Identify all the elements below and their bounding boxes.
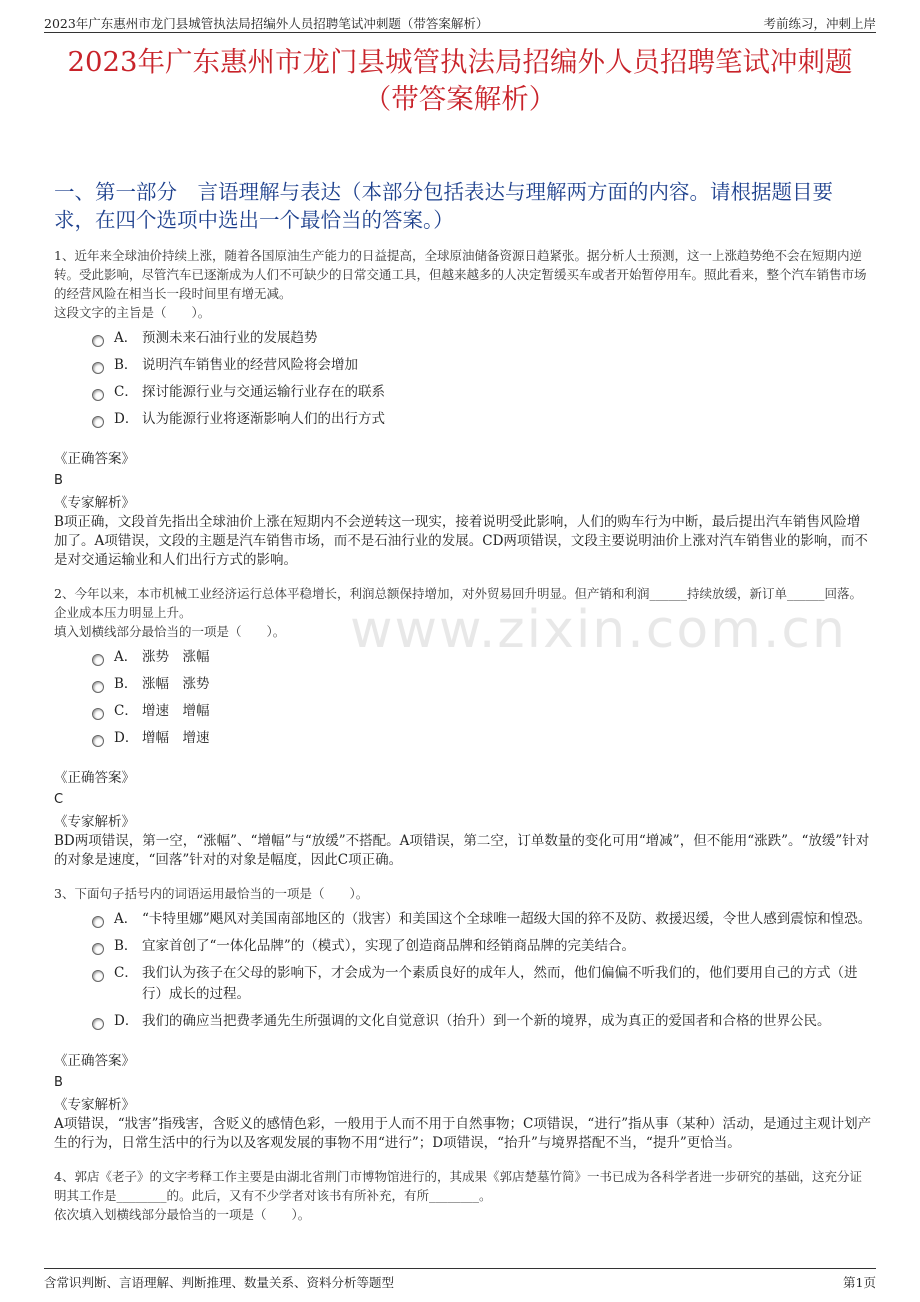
document-title: 2023年广东惠州市龙门县城管执法局招编外人员招聘笔试冲刺题（带答案解析） [67, 46, 853, 115]
option-d[interactable]: D． 我们的确应当把费孝通先生所强调的文化自觉意识（抬升）到一个新的境界，成为真正的爱国者和合格的世界公民。 [92, 1011, 872, 1032]
option-d[interactable]: D． 增幅 增速 [92, 728, 872, 749]
option-a[interactable]: A． 预测未来石油行业的发展趋势 [92, 328, 872, 349]
radio-icon[interactable] [92, 970, 104, 982]
analysis-text: BD两项错误，第一空，“涨幅”、“增幅”与“放缓”不搭配。A项错误，第二空，订单数量的变化可用“增减”，但不能用“涨跌”。“放缓”针对的对象是速度，“回落”针对的对象是幅度，因此C项正确。 [54, 833, 870, 868]
option-b[interactable]: B． 宜家首创了“一体化品牌”的（模式），实现了创造商品牌和经销商品牌的完美结合。 [92, 936, 872, 957]
option-a[interactable]: A． “卡特里娜”飓风对美国南部地区的（戕害）和美国这个全球唯一超级大国的猝不及防、救援迟缓，令世人感到震惊和惶恐。 [92, 909, 872, 930]
option-c[interactable]: C． 探讨能源行业与交通运输行业存在的联系 [92, 382, 872, 403]
question-prompt: 依次填入划横线部分最恰当的一项是（ ）。 [54, 1207, 311, 1222]
option-a[interactable]: A． 涨势 涨幅 [92, 647, 872, 668]
answer-label: 《正确答案》 [54, 770, 135, 786]
radio-icon[interactable] [92, 681, 104, 693]
question-prompt: 填入划横线部分最恰当的一项是（ ）。 [54, 624, 286, 639]
answer-value: B [54, 1075, 63, 1090]
radio-icon[interactable] [92, 654, 104, 666]
radio-icon[interactable] [92, 916, 104, 928]
header-doc-title: 2023年广东惠州市龙门县城管执法局招编外人员招聘笔试冲刺题（带答案解析） [44, 16, 489, 31]
page-number: 第1页 [843, 1275, 876, 1290]
analysis-label: 《专家解析》 [54, 814, 135, 830]
header-slogan: 考前练习，冲刺上岸 [763, 16, 876, 31]
question-1 [54, 246, 872, 570]
question-list [54, 246, 872, 1224]
question-stem: 3、下面句子括号内的词语运用最恰当的一项是（ ）。 [54, 886, 369, 901]
radio-icon[interactable] [92, 1018, 104, 1030]
analysis-label: 《专家解析》 [54, 1097, 135, 1113]
radio-icon[interactable] [92, 416, 104, 428]
question-stem: 1、近年来全球油价持续上涨，随着各国原油生产能力的日益提高，全球原油储备资源日趋紧张。据分析人士预测，这一上涨趋势绝不会在短期内逆转。受此影响，尽管汽车已逐渐成为人们不可缺少的日常交通工具，但越来越多的人决定暂缓买车或者开始暂停用车。照此看来，整个汽车销售市场的经营风险在相当长一段时间里有增无减。 [54, 248, 867, 301]
question-3 [54, 884, 872, 1153]
section-heading: 一、第一部分 言语理解与表达（本部分包括表达与理解两方面的内容。请根据题目要求，在四个选项中选出一个最恰当的答案。） [54, 180, 833, 232]
question-stem: 2、今年以来，本市机械工业经济运行总体平稳增长，利润总额保持增加，对外贸易回升明显。但产销和利润______持续放缓，新订单______回落。企业成本压力明显上升。 [54, 586, 862, 620]
option-b[interactable]: B． 涨幅 涨势 [92, 674, 872, 695]
radio-icon[interactable] [92, 943, 104, 955]
question-2 [54, 584, 872, 870]
question-stem: 4、郭店《老子》的文字考释工作主要是由湖北省荆门市博物馆进行的，其成果《郭店楚墓竹简》一书已成为各科学者进一步研究的基础，这充分证明其工作是________的。此后，又有不少学者对该书有所补充，有所________。 [54, 1169, 862, 1203]
question-4 [54, 1167, 872, 1224]
option-d[interactable]: D． 认为能源行业将逐渐影响人们的出行方式 [92, 409, 872, 430]
radio-icon[interactable] [92, 362, 104, 374]
option-c[interactable]: C． 我们认为孩子在父母的影响下，才会成为一个素质良好的成年人，然而，他们偏偏不听我们的，他们要用自己的方式（进行）成长的过程。 [92, 963, 872, 1005]
analysis-label: 《专家解析》 [54, 495, 135, 511]
question-prompt: 这段文字的主旨是（ ）。 [54, 305, 211, 320]
radio-icon[interactable] [92, 708, 104, 720]
answer-label: 《正确答案》 [54, 451, 135, 467]
footer-note: 含常识判断、言语理解、判断推理、数量关系、资料分析等题型 [44, 1275, 395, 1290]
answer-value: B [54, 473, 63, 488]
radio-icon[interactable] [92, 335, 104, 347]
radio-icon[interactable] [92, 389, 104, 401]
option-b[interactable]: B． 说明汽车销售业的经营风险将会增加 [92, 355, 872, 376]
analysis-text: B项正确，文段首先指出全球油价上涨在短期内不会逆转这一现实，接着说明受此影响，人们的购车行为中断，最后提出汽车销售风险增加了。A项错误，文段的主题是汽车销售市场，而不是石油行业的发展。CD两项错误，文段主要说明油价上涨对汽车销售业的影响，而不是对交通运输业和人们出行方式的影响。 [54, 514, 868, 568]
analysis-text: A项错误，“戕害”指残害，含贬义的感情色彩，一般用于人而不用于自然事物；C项错误，“进行”指从事（某种）活动，是通过主观计划产生的行为，日常生活中的行为以及客观发展的事物不用“进行”；D项错误，“抬升”与境界搭配不当，“提升”更恰当。 [54, 1116, 872, 1151]
page-header [44, 12, 876, 33]
option-c[interactable]: C． 增速 增幅 [92, 701, 872, 722]
answer-label: 《正确答案》 [54, 1053, 135, 1069]
radio-icon[interactable] [92, 735, 104, 747]
watermark: www.zixin.com.cn [350, 600, 847, 660]
page-footer [44, 1268, 876, 1290]
answer-value: C [54, 792, 64, 807]
